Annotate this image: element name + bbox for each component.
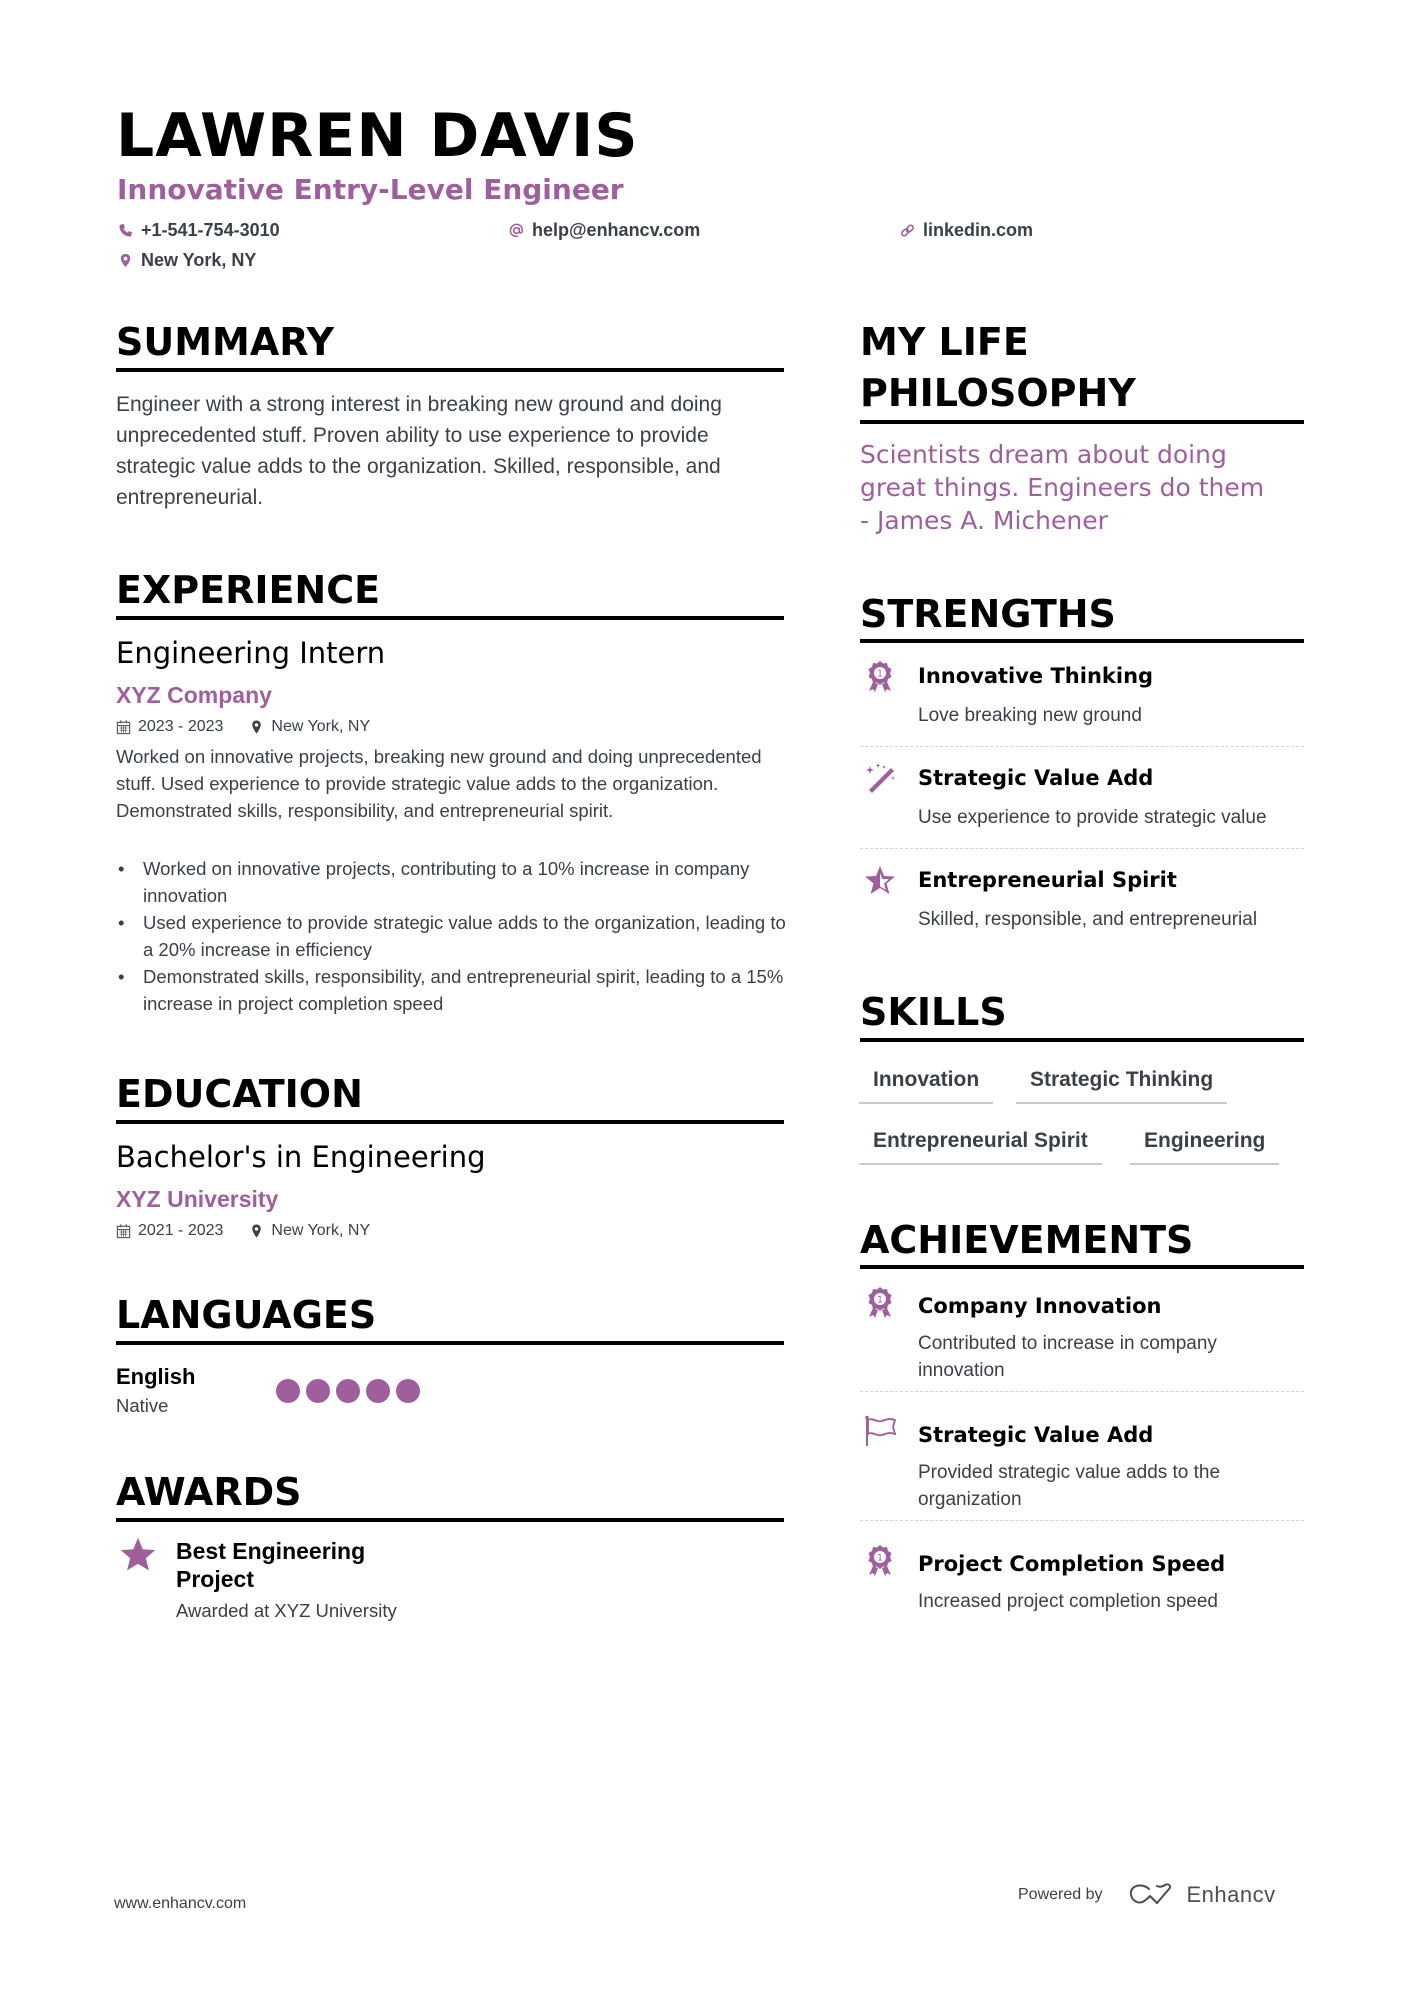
link-text: linkedin.com (923, 220, 1034, 240)
flag-icon (864, 1415, 896, 1447)
strength-title: Innovative Thinking (918, 664, 1154, 688)
map-pin-icon (249, 1223, 264, 1239)
award-description: Awarded at XYZ University (176, 1600, 397, 1621)
map-pin-icon (118, 253, 133, 268)
footer-powered-by (1018, 1882, 1276, 1908)
summary-divider (116, 368, 784, 372)
award-ribbon-icon (864, 1286, 896, 1318)
experience-bullet: • Used experience to provide strategic value adds to the organization, leading to a 20% increase in efficiency (116, 909, 786, 963)
calendar-icon (116, 719, 131, 735)
map-pin-icon (249, 719, 264, 735)
at-icon (509, 223, 524, 238)
education-heading: EDUCATION (116, 1072, 363, 1116)
achievement-title: Project Completion Speed (918, 1552, 1226, 1576)
email-text: help@enhancv.com (532, 220, 701, 240)
award-title: Best Engineering Project (176, 1538, 366, 1592)
award-ribbon-icon (864, 660, 896, 692)
strength-description: Use experience to provide strategic value (918, 807, 1267, 828)
philosophy-quote-line3: - James A. Michener (860, 506, 1108, 535)
skill-chip: Engineering (1130, 1127, 1279, 1165)
languages-divider (116, 1341, 784, 1345)
svg-text:1: 1 (877, 669, 883, 680)
candidate-name: LAWREN DAVIS (116, 101, 639, 171)
enhancv-brand-link[interactable] (1129, 1882, 1276, 1908)
awards-divider (116, 1518, 784, 1522)
achievement-description: Contributed to increase in company innovation (918, 1333, 1217, 1381)
awards-heading: AWARDS (116, 1470, 302, 1514)
skills-divider (860, 1038, 1304, 1042)
experience-heading: EXPERIENCE (116, 568, 381, 612)
svg-text:1: 1 (877, 1295, 883, 1306)
strength-separator (860, 746, 1304, 747)
rating-dot (366, 1379, 390, 1403)
education-location: New York, NY (249, 1220, 370, 1242)
education-school[interactable]: XYZ University (116, 1186, 279, 1212)
achievements-divider (860, 1265, 1304, 1269)
language-level: Native (116, 1395, 169, 1416)
strength-title: Entrepreneurial Spirit (918, 868, 1177, 892)
strength-separator (860, 848, 1304, 849)
experience-location: New York, NY (249, 716, 370, 738)
award-ribbon-icon (864, 1544, 896, 1576)
language-rating (276, 1379, 420, 1403)
philosophy-divider (860, 420, 1304, 424)
star-icon (119, 1536, 157, 1572)
languages-heading: LANGUAGES (116, 1293, 377, 1337)
half-star-icon (864, 864, 896, 896)
experience-bullet: • Worked on innovative projects, contributing to a 10% increase in company innovation (116, 855, 786, 909)
skill-chip: Innovation (859, 1066, 993, 1104)
enhancv-logo-icon (1129, 1883, 1175, 1907)
contact-phone[interactable] (118, 219, 280, 241)
strength-description: Love breaking new ground (918, 705, 1142, 726)
strength-title: Strategic Value Add (918, 766, 1154, 790)
strengths-heading: STRENGTHS (860, 592, 1116, 636)
experience-description: Worked on innovative projects, breaking new ground and doing unprecedented stuff. Used experience to provide strategic value adds to the organization. Demonstrated skills, responsibility, and entrepreneurial spirit. (116, 746, 762, 821)
experience-company[interactable]: XYZ Company (116, 682, 272, 708)
achievement-separator (860, 1520, 1304, 1521)
svg-text:1: 1 (877, 1553, 883, 1564)
skill-chip: Entrepreneurial Spirit (859, 1127, 1102, 1165)
rating-dot (396, 1379, 420, 1403)
achievement-description: Provided strategic value adds to the organization (918, 1462, 1221, 1510)
experience-dates: 2023 - 2023 (116, 716, 223, 738)
summary-heading: SUMMARY (116, 320, 334, 364)
experience-bullets (116, 855, 786, 1017)
summary-text: Engineer with a strong interest in breaking new ground and doing unprecedented stuff. Proven ability to use experience to provide strategic value adds to the organization. Skilled, responsible, and entrepreneurial. (116, 393, 722, 509)
experience-role: Engineering Intern (116, 636, 386, 670)
footer-website-link[interactable]: www.enhancv.com (114, 1895, 247, 1912)
philosophy-quote-line1: Scientists dream about doing (860, 440, 1227, 469)
philosophy-heading-line1: MY LIFE (860, 320, 1029, 364)
powered-by-label: Powered by (1018, 1886, 1103, 1903)
contact-email[interactable] (509, 219, 700, 241)
achievement-separator (860, 1391, 1304, 1392)
contact-location (118, 249, 256, 271)
candidate-title: Innovative Entry-Level Engineer (117, 173, 624, 206)
achievement-title: Strategic Value Add (918, 1423, 1154, 1447)
contact-link[interactable] (900, 219, 1033, 241)
education-divider (116, 1120, 784, 1124)
education-dates: 2021 - 2023 (116, 1220, 223, 1242)
experience-meta (116, 716, 784, 738)
rating-dot (276, 1379, 300, 1403)
skill-chip: Strategic Thinking (1016, 1066, 1227, 1104)
rating-dot (336, 1379, 360, 1403)
achievement-description: Increased project completion speed (918, 1591, 1218, 1612)
phone-text: +1-541-754-3010 (141, 220, 280, 240)
phone-icon (118, 223, 133, 238)
education-degree: Bachelor's in Engineering (116, 1140, 486, 1174)
brand-name: Enhancv (1186, 1882, 1276, 1907)
experience-divider (116, 616, 784, 620)
rating-dot (306, 1379, 330, 1403)
magic-wand-icon (864, 762, 896, 794)
skills-heading: SKILLS (860, 990, 1007, 1034)
philosophy-heading-line2: PHILOSOPHY (860, 371, 1136, 415)
experience-bullet: • Demonstrated skills, responsibility, and entrepreneurial spirit, leading to a 15% increase in project completion speed (116, 963, 786, 1017)
strengths-divider (860, 639, 1304, 643)
calendar-icon (116, 1223, 131, 1239)
link-icon (900, 223, 915, 238)
location-text: New York, NY (141, 250, 257, 270)
language-name: English (116, 1364, 196, 1389)
achievements-heading: ACHIEVEMENTS (860, 1218, 1194, 1262)
achievement-title: Company Innovation (918, 1294, 1162, 1318)
strength-description: Skilled, responsible, and entrepreneurial (918, 909, 1258, 930)
education-meta (116, 1220, 784, 1242)
philosophy-quote-line2: great things. Engineers do them (860, 473, 1265, 502)
